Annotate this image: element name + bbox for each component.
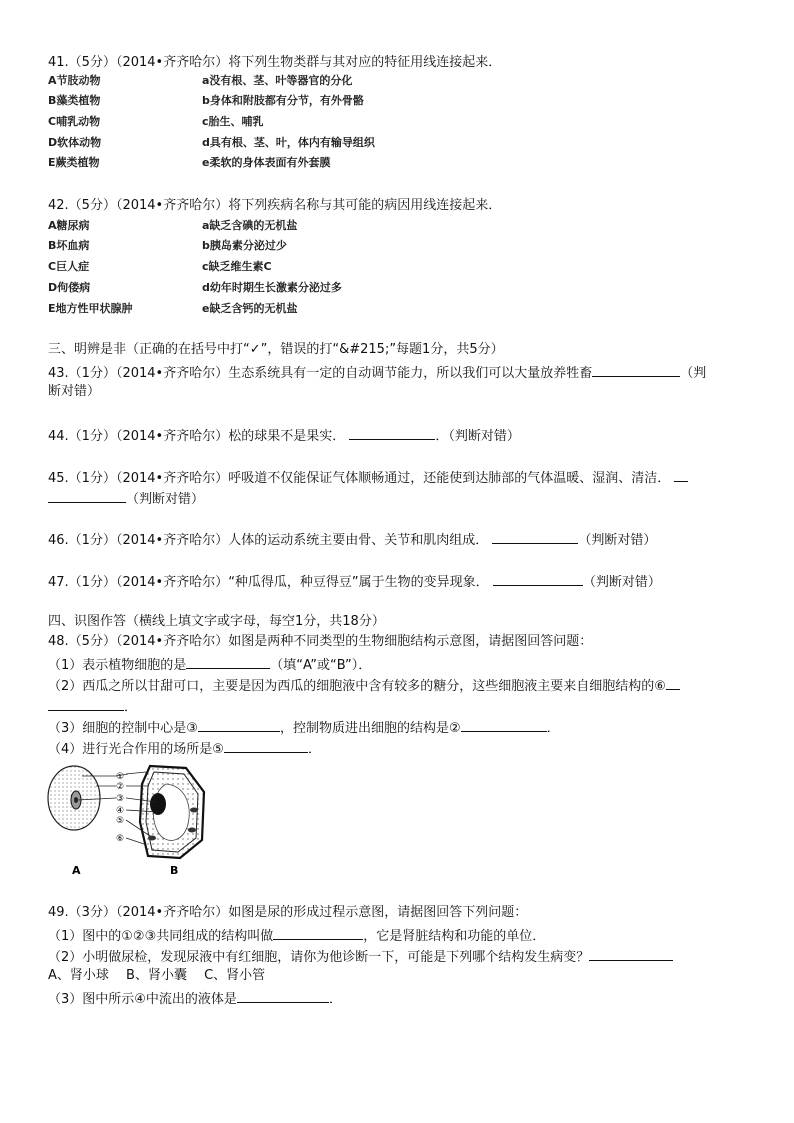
q48-part1-tail: （填“A”或“B”）． [270,658,372,673]
chloroplast [188,828,196,833]
q45-tail: （判断对错） [126,492,205,507]
q41-right-d: d具有根、茎、叶，体内有输导组织 [202,136,375,149]
q41-left-2: B藻类植物 [48,94,101,107]
q42-left-5: E地方性甲状腺肿 [48,302,133,315]
q42-left-4: D佝偻病 [48,281,91,294]
q48-part2-blank-start[interactable] [666,676,680,690]
q42-stem: 42.（5分）（2014•齐齐哈尔）将下列疾病名称与其可能的病因用线连接起来． [48,198,502,213]
q42-left-3: C巨人症 [48,260,90,273]
q41-left-5: E蕨类植物 [48,156,100,169]
fig-label-5: ⑤ [116,816,125,826]
fig-label-1: ① [116,772,125,782]
q41-right-c: c胎生、哺乳 [202,115,264,128]
q46-tail: （判断对错） [578,533,657,548]
q48-part1-blank[interactable] [186,655,270,669]
q45-line2 [48,489,204,508]
q42-left-1: A糖尿病 [48,219,90,232]
q48-part3-mid: ，控制物质进出细胞的结构是② [279,721,461,736]
q44-text: 44.（1分）（2014•齐齐哈尔）松的球果不是果实． [48,429,346,444]
q48-part4: （4）进行光合作用的场所是⑤ ． [48,739,321,758]
q48-stem: 48.（5分）（2014•齐齐哈尔）如图是两种不同类型的生物细胞结构示意图，请据图回答问题： [48,634,593,649]
q48-part3-text: （3）细胞的控制中心是③ [48,721,198,736]
fig-label-2: ② [116,782,125,792]
q49-stem: 49.（3分）（2014•齐齐哈尔）如图是尿的形成过程示意图，请据图回答下列问题： [48,905,528,920]
q49-part1 [48,926,545,945]
q42-right-c: c缺乏维生素C [202,260,272,273]
q42-right-d: d幼年时期生长激素分泌过多 [202,281,342,294]
q48-part3-blank-1[interactable] [198,718,280,732]
q49-part1-tail: ，它是肾脏结构和功能的单位． [363,929,546,944]
q49-part2-text: （2）小明做尿检，发现尿液中有红细胞，请你为他诊断一下，可能是下列哪个结构发生病变？ [48,950,590,965]
q43-tail: （判 [680,366,707,381]
q41-right-a: a没有根、茎、叶等器官的分化 [202,74,353,87]
chloroplast [148,836,156,841]
q41-stem: 41.（5分）（2014•齐齐哈尔）将下列生物类群与其对应的特征用线连接起来． [48,55,502,70]
q48-part2-blank[interactable] [48,697,124,711]
q43-answer-blank[interactable] [592,363,680,377]
q49-part2 [48,947,673,966]
q47-tail: （判断对错） [582,575,661,590]
q48-part4-blank[interactable] [224,739,308,753]
q47-line [48,572,661,591]
q42-right-e: e缺乏含钙的无机盐 [202,302,298,315]
q49-part3-text: （3）图中所示④中流出的液体是 [48,992,237,1007]
q48-part2 [48,676,680,695]
cell-structure-figure [46,762,216,880]
chloroplast [190,808,198,813]
q41-left-3: C哺乳动物 [48,115,101,128]
q42-left-2: B坏血病 [48,239,90,252]
q43-line2: 断对错） [48,384,101,399]
fig-label-4: ④ [116,806,125,816]
q48-part3: （3）细胞的控制中心是③ ，控制物质进出细胞的结构是② ． [48,718,560,737]
q43-line1 [48,363,706,382]
q45-text: 45.（1分）（2014•齐齐哈尔）呼吸道不仅能保证气体顺畅通过，还能使到达肺部的气体温暖、湿润、清洁． [48,471,671,486]
q49-part1-blank[interactable] [273,926,363,940]
q46-answer-blank[interactable] [492,530,578,544]
fig-label-3: ③ [116,794,125,804]
q49-part2-blank[interactable] [589,947,673,961]
q48-part3-blank-2[interactable] [461,718,547,732]
q47-text: 47.（1分）（2014•齐齐哈尔）“种瓜得瓜，种豆得豆”属于生物的变异现象． [48,575,489,590]
q46-line [48,530,656,549]
q48-part2-cont: ． [48,697,137,716]
q42-right-b: b胰岛素分泌过少 [202,239,287,252]
q46-text: 46.（1分）（2014•齐齐哈尔）人体的运动系统主要由骨、关节和肌肉组成． [48,533,489,548]
fig-caption-a: A [72,864,81,877]
q41-right-e: e柔软的身体表面有外套膜 [202,156,331,169]
section3-heading: 三、明辨是非（正确的在括号中打“✓”，错误的打“&#215;”每题1分，共5分） [48,342,504,357]
q41-left-4: D软体动物 [48,136,102,149]
q42-right-a: a缺乏含碘的无机盐 [202,219,298,232]
q48-part1 [48,655,371,674]
q49-part3-blank[interactable] [237,989,329,1003]
q41-right-b: b身体和附肢都有分节，有外骨骼 [202,94,364,107]
q47-answer-blank[interactable] [493,572,583,586]
q44-answer-blank[interactable] [349,426,435,440]
q48-part2-text: （2）西瓜之所以甘甜可口，主要是因为西瓜的细胞液中含有较多的糖分，这些细胞液主要来自细胞结构的⑥ [48,679,666,694]
q49-part1-text: （1）图中的①②③共同组成的结构叫做 [48,929,274,944]
q45-line1 [48,468,688,487]
q44-line [48,426,520,445]
q45-answer-blank-start[interactable] [674,468,688,482]
q41-left-1: A节肢动物 [48,74,101,87]
q43-text: 43.（1分）（2014•齐齐哈尔）生态系统具有一定的自动调节能力，所以我们可以大量放养牲畜 [48,366,593,381]
q48-part4-text: （4）进行光合作用的场所是⑤ [48,742,224,757]
q49-options: A、肾小球 B、肾小囊 C、肾小管 [48,968,266,983]
section4-heading: 四、识图作答（横线上填文字或字母，每空1分，共18分） [48,614,385,629]
q49-part3: （3）图中所示④中流出的液体是 ． [48,989,342,1008]
q45-answer-blank[interactable] [48,489,126,503]
q44-tail: ．（判断对错） [435,429,520,444]
q48-part1-text: （1）表示植物细胞的是 [48,658,187,673]
fig-label-6: ⑥ [116,834,125,844]
fig-caption-b: B [170,864,179,877]
